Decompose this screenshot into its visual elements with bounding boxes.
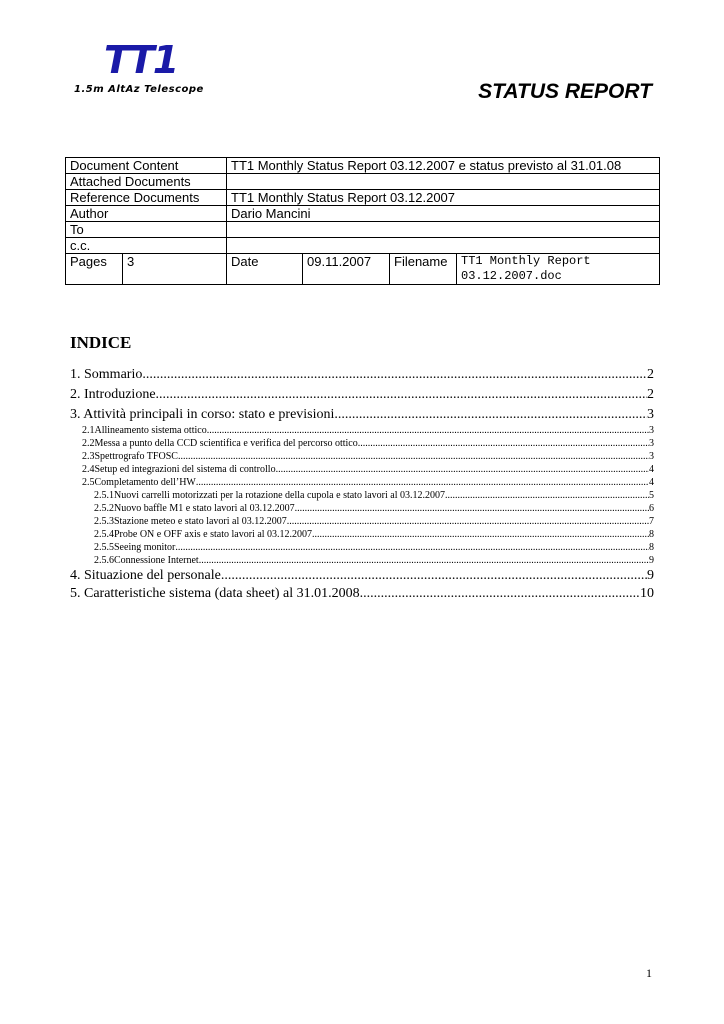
table-row bbox=[66, 254, 660, 285]
toc-entry[interactable] bbox=[82, 463, 654, 476]
filename-line-2: 03.12.2007.doc bbox=[461, 269, 562, 283]
reference-documents-label: Reference Documents bbox=[66, 190, 227, 206]
toc-entry-title: 1. Sommario bbox=[70, 367, 143, 382]
toc-entry-title: 2. Introduzione bbox=[70, 387, 156, 402]
toc-entry-page: 3 bbox=[649, 451, 654, 462]
author-value: Dario Mancini bbox=[227, 206, 660, 222]
toc-leader bbox=[360, 585, 640, 603]
pages-label: Pages bbox=[66, 254, 123, 285]
reference-documents-value: TT1 Monthly Status Report 03.12.2007 bbox=[227, 190, 660, 206]
logo-subtitle: 1.5m AltAz Telescope bbox=[74, 84, 204, 95]
table-row bbox=[66, 174, 660, 190]
toc-leader bbox=[196, 476, 649, 489]
toc-entry-page: 8 bbox=[649, 529, 654, 540]
document-info-table bbox=[65, 157, 660, 285]
table-row bbox=[66, 158, 660, 174]
date-label: Date bbox=[227, 254, 303, 285]
toc-entry-page: 7 bbox=[649, 516, 654, 527]
toc-entry[interactable] bbox=[94, 502, 654, 515]
toc-leader bbox=[175, 541, 649, 554]
toc-entry[interactable] bbox=[94, 515, 654, 528]
toc-leader bbox=[142, 366, 647, 384]
table-row bbox=[66, 206, 660, 222]
toc-entry[interactable] bbox=[70, 366, 654, 384]
toc-leader bbox=[445, 489, 649, 502]
toc-entry[interactable] bbox=[82, 450, 654, 463]
document-content-label: Document Content bbox=[66, 158, 227, 174]
toc-entry-page: 9 bbox=[647, 568, 654, 583]
toc-entry-title: 2.5.4Probe ON e OFF axis e stato lavori al 03.12.2007 bbox=[94, 529, 313, 540]
cc-label: c.c. bbox=[66, 238, 227, 254]
filename-line-1: TT1 Monthly Report bbox=[461, 254, 591, 268]
toc-entry-title: 4. Situazione del personale bbox=[70, 568, 221, 583]
toc-entry[interactable] bbox=[94, 541, 654, 554]
table-row bbox=[66, 222, 660, 238]
toc-leader bbox=[287, 515, 649, 528]
toc-entry-title: 2.5.1Nuovi carrelli motorizzati per la rotazione della cupola e stato lavori al 03.12.2007 bbox=[94, 490, 445, 501]
table-row bbox=[66, 190, 660, 206]
toc-entry-title: 2.5.3Stazione meteo e stato lavori al 03.12.2007 bbox=[94, 516, 287, 527]
toc-leader bbox=[178, 450, 649, 463]
toc-entry-page: 6 bbox=[649, 503, 654, 514]
toc-entry[interactable] bbox=[94, 528, 654, 541]
logo-title: TT1 bbox=[104, 38, 178, 82]
toc-leader bbox=[358, 437, 649, 450]
toc-entry[interactable] bbox=[70, 585, 654, 603]
author-label: Author bbox=[66, 206, 227, 222]
toc-entry-page: 8 bbox=[649, 542, 654, 553]
attached-documents-label: Attached Documents bbox=[66, 174, 227, 190]
to-label: To bbox=[66, 222, 227, 238]
toc-leader bbox=[207, 424, 649, 437]
filename-value bbox=[457, 254, 660, 285]
toc-entry-page: 3 bbox=[647, 407, 654, 422]
toc-leader bbox=[312, 528, 649, 541]
toc-entry-page: 2 bbox=[647, 387, 654, 402]
filename-label: Filename bbox=[390, 254, 457, 285]
toc-entry-page: 4 bbox=[649, 477, 654, 488]
toc-leader bbox=[276, 463, 649, 476]
toc-entry-page: 5 bbox=[649, 490, 654, 501]
toc-entry[interactable] bbox=[94, 489, 654, 502]
toc-leader bbox=[199, 554, 649, 567]
table-row bbox=[66, 238, 660, 254]
toc-leader bbox=[295, 502, 649, 515]
toc-entry-title: 2.1Allineamento sistema ottico bbox=[82, 425, 207, 436]
toc-leader bbox=[221, 567, 647, 585]
pages-value: 3 bbox=[123, 254, 227, 285]
toc-entry-page: 4 bbox=[649, 464, 654, 475]
tt1-logo bbox=[74, 40, 224, 95]
attached-documents-value bbox=[227, 174, 660, 190]
toc-entry-page: 9 bbox=[649, 555, 654, 566]
toc-entry-title: 2.4Setup ed integrazioni del sistema di controllo bbox=[82, 464, 276, 475]
toc-heading: INDICE bbox=[70, 333, 132, 352]
page-number: 1 bbox=[646, 966, 652, 980]
toc-entry-page: 3 bbox=[649, 425, 654, 436]
toc-entry-page: 10 bbox=[640, 586, 654, 601]
toc-entry-title: 3. Attività principali in corso: stato e previsioni bbox=[70, 407, 335, 422]
toc-entry[interactable] bbox=[70, 567, 654, 585]
toc-entry-page: 2 bbox=[647, 367, 654, 382]
toc-entry[interactable] bbox=[82, 437, 654, 450]
toc-entry-title: 2.5.6Connessione Internet bbox=[94, 555, 199, 566]
toc-entry-title: 2.5.5Seeing monitor bbox=[94, 542, 176, 553]
toc-entry[interactable] bbox=[70, 406, 654, 424]
toc-leader bbox=[156, 386, 647, 404]
toc-entry[interactable] bbox=[94, 554, 654, 567]
toc-entry[interactable] bbox=[70, 386, 654, 404]
toc-entry-page: 3 bbox=[649, 438, 654, 449]
to-value bbox=[227, 222, 660, 238]
toc-entry-title: 2.3Spettrografo TFOSC bbox=[82, 451, 178, 462]
report-title: STATUS REPORT bbox=[478, 80, 652, 103]
cc-value bbox=[227, 238, 660, 254]
document-content-value: TT1 Monthly Status Report 03.12.2007 e status previsto al 31.01.08 bbox=[227, 158, 660, 174]
table-of-contents bbox=[70, 366, 654, 603]
toc-entry[interactable] bbox=[82, 424, 654, 437]
toc-entry-title: 2.5.2Nuovo baffle M1 e stato lavori al 03.12.2007 bbox=[94, 503, 295, 514]
toc-entry-title: 2.2Messa a punto della CCD scientifica e verifica del percorso ottico bbox=[82, 438, 358, 449]
toc-entry-title: 5. Caratteristiche sistema (data sheet) al 31.01.2008 bbox=[70, 586, 360, 601]
toc-entry-title: 2.5Completamento dell’HW bbox=[82, 477, 196, 488]
date-value: 09.11.2007 bbox=[303, 254, 390, 285]
toc-entry[interactable] bbox=[82, 476, 654, 489]
toc-leader bbox=[334, 406, 647, 424]
